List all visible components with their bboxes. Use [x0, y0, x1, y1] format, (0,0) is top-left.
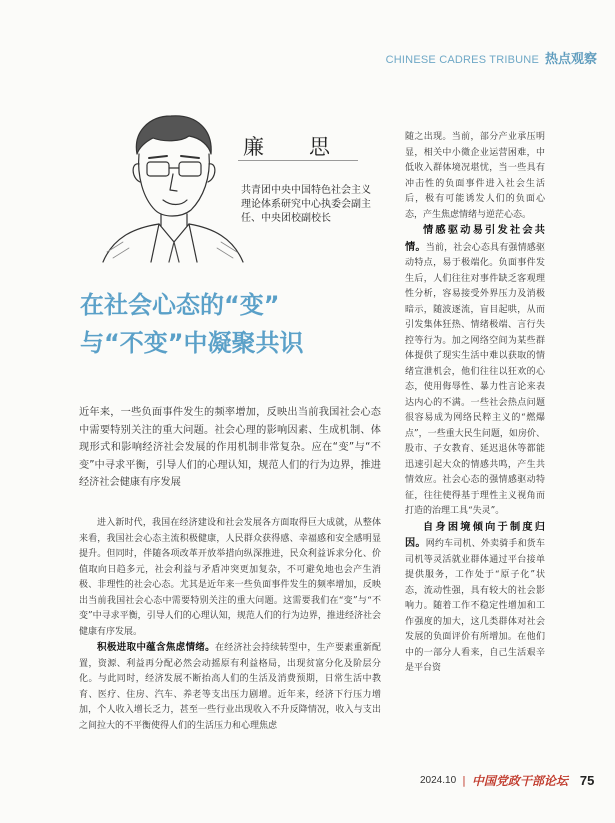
paragraph-continued: 随之出现。当前，部分产业承压明显，相关中小微企业运营困难，中低收入群体境况堪忧，当一些具有冲击性的负面事件进入社会生活后，极有可能诱发人们的负面心态，产生焦虑情绪与逆茫心态。: [405, 132, 545, 220]
footer-separator: |: [462, 774, 466, 787]
section-heading-anxiety: 积极进取中蕴含焦虑情绪。: [97, 642, 215, 653]
author-name: 廉 思: [243, 135, 342, 159]
author-portrait-sketch: [93, 102, 251, 264]
author-divider: [238, 160, 358, 161]
header-section-label: 热点观察: [544, 52, 597, 67]
article-title-line-2: 与“不变”中凝聚共识: [80, 329, 304, 357]
section-text-attribution: 网约车司机、外卖骑手和货车司机等灵活就业群体通过平台接单提供服务，工作处于“原子化”状态，流动性强，具有较大的社会影响力。随着工作不稳定性增加和工作强度的加大，这几类群体对社会发展的负面评价有所增加。在他们中的一部分人看来，自己生活艰辛是平台资: [405, 539, 545, 673]
section-text-anxiety: 在经济社会持续转型中，生产要素重新配置，资源、利益再分配必然会动摇原有利益格局，出现贫富分化及阶层分化。与此同时，经济发展不断抬高人们的生活及消费预期，日常生活中教育、医疗、住房、汽车、养老等支出压力剧增。近年来，经济下行压力增加，个人收入增长乏力，甚至一些行业出现收入不升反降情况，收入与支出之间拉大的不平衡使得人们的生活压力和心理焦虑: [79, 643, 381, 731]
page-header: [386, 48, 597, 67]
section-heading-attribution: 自身困境倾向于制度归因。: [405, 521, 545, 549]
body-column-left: [79, 516, 381, 734]
paragraph-intro: 进入新时代，我国在经济建设和社会发展各方面取得巨大成就，从整体来看，我国社会心态主流积极健康，人民群众获得感、幸福感和安全感明显提升。但同时，伴随各项改革开放举措向纵深推进，民众利益诉求分化、价值取向日趋多元，社会利益与矛盾冲突更加复杂，不可避免地也会产生消极、非理性的社会心态。尤其是近年来一些负面事件发生的频率增加，反映出当前我国社会心态中需要特别关注的重大问题。这需要我们在“变”与“不变”中寻求平衡，引导人们的心理认知，规范人们的行为边界，推进经济社会健康有序发展。: [79, 518, 381, 637]
article-abstract: 近年来，一些负面事件发生的频率增加，反映出当前我国社会心态中需要特别关注的重大问题。社会心理的影响因素、生成机制、体现形式和影响经济社会发展的作用机制非常复杂。应在“变”与“不变”中寻求平衡，引导人们的心理认知，规范人们的行为边界，推进经济社会健康有序发展: [79, 407, 381, 488]
article-title: [80, 286, 380, 362]
section-heading-empathy: 情感驱动易引发社会共情。: [405, 225, 545, 253]
issue-date: 2024.10: [420, 775, 457, 786]
paragraph-attribution: [405, 520, 545, 677]
section-text-empathy: 当前，社会心态具有强情感驱动特点，易于极端化。负面事件发生后，人们往往对事件缺乏客观理性分析，容易接受外界压力及消极暗示，随波逐流，盲目起哄，从而引发集体狂热、情绪极端、言行失控等行为。加之网络空间为某些群体提供了现实生活中难以获取的情绪宣泄机会，他们往往以狂欢的心态，使用侮辱性、暴力性言论来表达内心的不满。一些社会热点问题很容易成为网络民粹主义的“燃爆点”，一些重大民生问题，如房价、股市、子女教育、延迟退休等都能迅速引起大众的情感共鸣，产生共情效应。社会心态的强情感驱动特征，往往使得基于理性主义视角而打造的治理工具“失灵”。: [405, 242, 545, 516]
paragraph-empathy: [405, 223, 545, 520]
page-number: 75: [579, 773, 595, 788]
page-footer: [420, 772, 594, 789]
article-title-line-1: 在社会心态的“变”: [80, 291, 280, 319]
header-en-label: CHINESE CADRES TRIBUNE: [385, 54, 539, 66]
author-title: 共青团中央中国特色社会主义理论体系研究中心执委会副主任、中央团校副校长: [241, 185, 371, 224]
paragraph-anxiety: [79, 640, 381, 734]
body-column-right: [405, 130, 545, 677]
magazine-logo: 中国党政干部论坛: [471, 774, 568, 788]
